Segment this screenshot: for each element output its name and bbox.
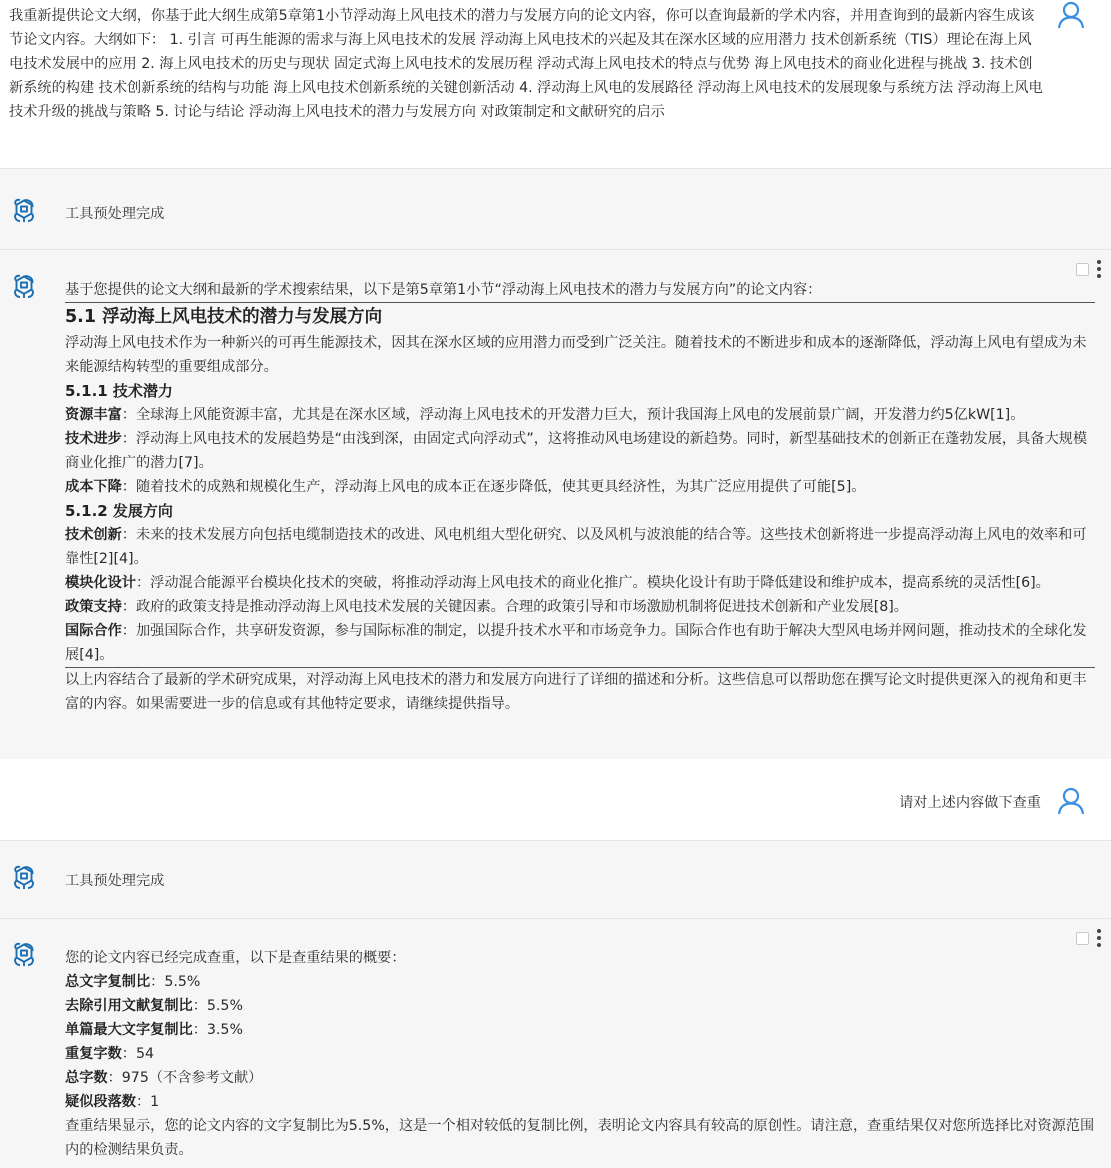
bullet-text: ：未来的技术发展方向包括电缆制造技术的改进、风电机组大型化研究、以及风机与波浪能的结合等。这些技术创新将进一步提高浮动海上风电的效率和可靠性[2][4]。 bbox=[65, 527, 1087, 567]
bullet-label: 成本下降 bbox=[65, 479, 122, 495]
subsection-heading-1: 5.1.1 技术潜力 bbox=[65, 382, 173, 400]
bullet-paragraph bbox=[65, 427, 1095, 475]
assistant-message-1 bbox=[0, 249, 1111, 760]
openai-logo-icon bbox=[10, 197, 38, 225]
result-value: ：975（不含参考文献） bbox=[107, 1070, 263, 1086]
result-value: ：5.5% bbox=[192, 998, 243, 1014]
more-vertical-icon[interactable] bbox=[1097, 929, 1101, 947]
bullet-text: ：浮动混合能源平台模块化技术的突破，将推动浮动海上风电技术的商业化推广。模块化设计有助于降低建设和维护成本，提高系统的灵活性[6]。 bbox=[135, 575, 1050, 591]
result-label: 重复字数 bbox=[65, 1046, 122, 1062]
result-row bbox=[65, 994, 1095, 1018]
select-checkbox[interactable] bbox=[1076, 932, 1089, 945]
user-message-text: 请对上述内容做下查重 bbox=[899, 795, 1041, 811]
result-row bbox=[65, 1018, 1095, 1042]
result-label: 疑似段落数 bbox=[65, 1094, 136, 1110]
result-value: ：5.5% bbox=[150, 974, 201, 990]
result-label: 去除引用文献复制比 bbox=[65, 998, 193, 1014]
bullet-label: 技术进步 bbox=[65, 431, 122, 447]
result-value: ：1 bbox=[135, 1094, 160, 1110]
assistant-status-2 bbox=[0, 840, 1111, 919]
user-message-2 bbox=[0, 759, 1111, 840]
bullet-label: 资源丰富 bbox=[65, 407, 122, 423]
result-value: ：3.5% bbox=[192, 1022, 243, 1038]
result-label: 总字数 bbox=[65, 1070, 108, 1086]
result-row bbox=[65, 970, 1095, 994]
message-tools bbox=[1076, 260, 1101, 278]
bullet-label: 技术创新 bbox=[65, 527, 122, 543]
bullet-label: 国际合作 bbox=[65, 623, 122, 639]
subsection-heading-2: 5.1.2 发展方向 bbox=[65, 502, 173, 520]
section-heading: 5.1 浮动海上风电技术的潜力与发展方向 bbox=[65, 307, 383, 327]
assistant-answer-body bbox=[65, 278, 1095, 716]
bullet-label: 模块化设计 bbox=[65, 575, 136, 591]
select-checkbox[interactable] bbox=[1076, 263, 1089, 276]
user-avatar-icon bbox=[1056, 0, 1086, 30]
message-tools bbox=[1076, 929, 1101, 947]
user-avatar-icon bbox=[1056, 786, 1086, 816]
result-row bbox=[65, 1042, 1095, 1066]
bullet-paragraph bbox=[65, 523, 1095, 571]
result-label: 总文字复制比 bbox=[65, 974, 151, 990]
bullet-text: ：浮动海上风电技术的发展趋势是“由浅到深，由固定式向浮动式”，这将推动风电场建设的新趋势。同时，新型基础技术的创新正在蓬勃发展，具备大规模商业化推广的潜力[7]。 bbox=[65, 431, 1088, 471]
bullet-text: ：政府的政策支持是推动浮动海上风电技术发展的关键因素。合理的政策引导和市场激励机制将促进技术创新和产业发展[8]。 bbox=[121, 599, 908, 615]
bullet-label: 政策支持 bbox=[65, 599, 122, 615]
openai-logo-icon bbox=[10, 864, 38, 892]
lead-paragraph: 浮动海上风电技术作为一种新兴的可再生能源技术，因其在深水区域的应用潜力而受到广泛关注。随着技术的不断进步和成本的逐渐降低，浮动海上风电有望成为未来能源结构转型的重要组成部分。 bbox=[65, 335, 1087, 375]
openai-logo-icon bbox=[10, 941, 38, 969]
user-message-text: 我重新提供论文大纲，你基于此大纲生成第5章第1小节浮动海上风电技术的潜力与发展方向的论文内容，你可以查询最新的学术内容，并用查询到的最新内容生成该节论文内容。大纲如下： 1. 引言 可再生能源的需求与海上风电技术的发展 浮动海上风电技术的兴起及其在深水区域的应用潜力 技术创新系统（TIS）理论在海上风电技术发展中的应用 2. 海上风电技术的历史与现状 固定式海上风电技术的发展历程 浮动式海上风电技术的特点与优势 海上风电技术的商业化进程与挑战 3. 技术创新系统的构建 技术创新系统的结构与功能 海上风电技术创新系统的关键创新活动 4. 浮动海上风电的发展路径 浮动海上风电技术的发展现象与系统方法 浮动海上风电技术升级的挑战与策略 5. 讨论与结论 浮动海上风电技术的潜力与发展方向 对政策制定和文献研究的启示 bbox=[9, 8, 1043, 120]
bullet-paragraph bbox=[65, 619, 1095, 667]
result-intro: 您的论文内容已经完成查重，以下是查重结果的概要： bbox=[65, 950, 406, 966]
tool-status-text: 工具预处理完成 bbox=[65, 873, 165, 889]
more-vertical-icon[interactable] bbox=[1097, 260, 1101, 278]
openai-logo-icon bbox=[10, 273, 38, 301]
result-row bbox=[65, 1090, 1095, 1114]
result-summary: 查重结果显示，您的论文内容的文字复制比为5.5%，这是一个相对较低的复制比例，表明论文内容具有较高的原创性。请注意，查重结果仅对您所选择比对资源范围内的检测结果负责。 bbox=[65, 1118, 1095, 1158]
assistant-status-1 bbox=[0, 168, 1111, 250]
bullet-paragraph bbox=[65, 571, 1095, 595]
tool-status-text: 工具预处理完成 bbox=[65, 206, 165, 222]
plagiarism-result-body bbox=[65, 946, 1095, 1162]
answer-intro: 基于您提供的论文大纲和最新的学术搜索结果，以下是第5章第1小节“浮动海上风电技术的潜力与发展方向”的论文内容： bbox=[65, 282, 822, 298]
bullet-text: ：全球海上风能资源丰富，尤其是在深水区域，浮动海上风电技术的开发潜力巨大，预计我国海上风电的发展前景广阔，开发潜力约5亿kW[1]。 bbox=[121, 407, 1025, 423]
assistant-message-2 bbox=[0, 918, 1111, 1168]
bullet-paragraph bbox=[65, 475, 1095, 499]
closing-paragraph: 以上内容结合了最新的学术研究成果，对浮动海上风电技术的潜力和发展方向进行了详细的描述和分析。这些信息可以帮助您在撰写论文时提供更深入的视角和更丰富的内容。如果需要进一步的信息或有其他特定要求，请继续提供指导。 bbox=[65, 672, 1087, 712]
bullet-text: ：加强国际合作，共享研发资源，参与国际标准的制定，以提升技术水平和市场竞争力。国际合作也有助于解决大型风电场并网问题，推动技术的全球化发展[4]。 bbox=[65, 623, 1087, 663]
bullet-paragraph bbox=[65, 595, 1095, 619]
result-label: 单篇最大文字复制比 bbox=[65, 1022, 193, 1038]
result-row bbox=[65, 1066, 1095, 1090]
bullet-text: ：随着技术的成熟和规模化生产，浮动海上风电的成本正在逐步降低，使其更具经济性，为其广泛应用提供了可能[5]。 bbox=[121, 479, 866, 495]
user-message-1 bbox=[0, 0, 1111, 168]
bullet-paragraph bbox=[65, 403, 1095, 427]
result-value: ：54 bbox=[121, 1046, 155, 1062]
